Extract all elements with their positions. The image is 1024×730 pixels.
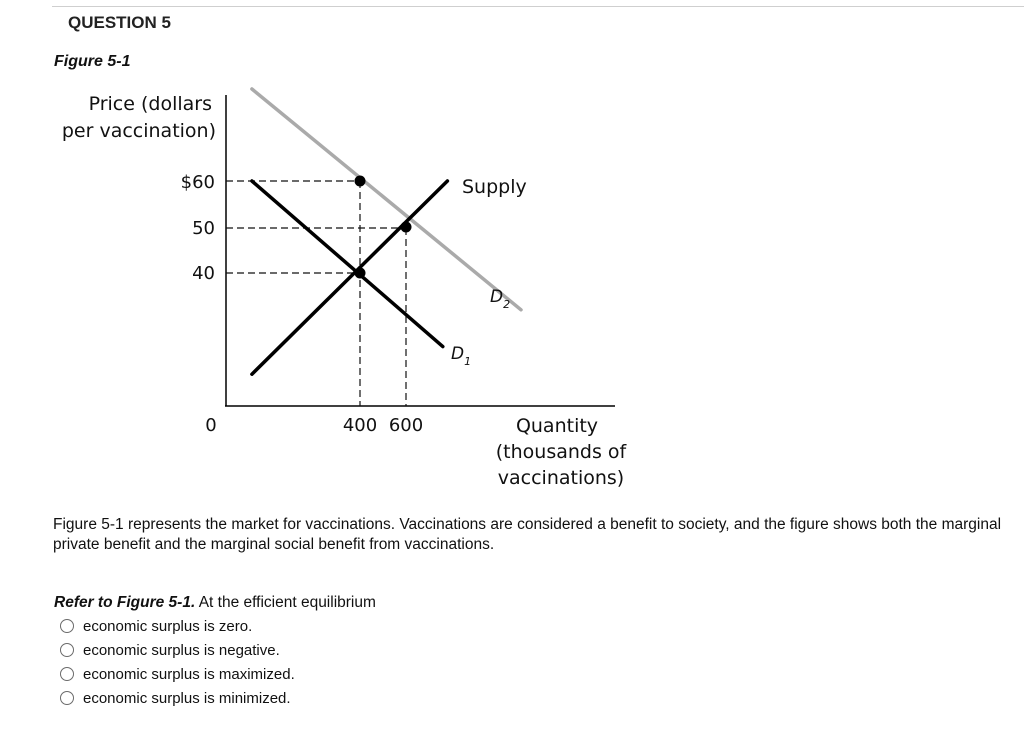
radio-button[interactable] [60, 619, 74, 633]
d2-curve [252, 89, 521, 310]
answer-option[interactable] [60, 638, 295, 662]
y-tick-60: $60 [180, 172, 215, 193]
top-divider [52, 6, 1024, 7]
equilibrium-point-400-40 [355, 268, 366, 279]
y-tick-40: 40 [192, 263, 215, 284]
x-tick-400: 400 [342, 415, 378, 436]
d2-label [490, 287, 510, 311]
d1-label-sub: 1 [464, 355, 472, 368]
x-axis-label-line1: Quantity [515, 415, 599, 437]
answer-option[interactable] [60, 662, 295, 686]
y-axis-label-line2: per vaccination) [61, 120, 216, 142]
question-title: QUESTION 5 [68, 13, 171, 32]
figure-label: Figure 5-1 [54, 53, 131, 70]
equilibrium-point-600-50 [401, 222, 412, 233]
answer-option-label[interactable]: economic surplus is zero. [83, 617, 253, 635]
supply-label: Supply [462, 176, 527, 198]
question-prompt [54, 594, 376, 612]
d2-label-main: D [490, 287, 504, 307]
radio-button[interactable] [60, 691, 74, 705]
answer-option-label[interactable]: economic surplus is maximized. [83, 665, 295, 683]
y-axis-label-line1: Price (dollars [88, 93, 212, 115]
market-graph [40, 80, 640, 500]
prompt-text: At the efficient equilibrium [195, 594, 376, 611]
radio-button[interactable] [60, 643, 74, 657]
answer-options [60, 614, 295, 710]
d1-curve [252, 181, 443, 347]
d1-label [451, 344, 471, 368]
answer-option-label[interactable]: economic surplus is negative. [83, 641, 280, 659]
answer-option[interactable] [60, 686, 295, 710]
answer-option[interactable] [60, 614, 295, 638]
origin-label: 0 [205, 415, 217, 436]
prompt-reference: Refer to Figure 5-1. [54, 594, 196, 611]
supply-curve [252, 181, 448, 374]
x-tick-600: 600 [388, 415, 424, 436]
d1-label-main: D [451, 344, 465, 364]
answer-option-label[interactable]: economic surplus is minimized. [83, 689, 291, 707]
d2-label-sub: 2 [503, 298, 511, 311]
x-axis-label-line2: (thousands of [495, 441, 627, 463]
x-axis-label-line3: vaccinations) [497, 467, 625, 489]
radio-button[interactable] [60, 667, 74, 681]
figure-description: Figure 5-1 represents the market for vaccinations. Vaccinations are considered a benefit to society, and the figure shows both the marginal private benefit and the marginal social benefit from vaccinations. [53, 516, 1002, 553]
y-tick-50: 50 [192, 218, 215, 239]
equilibrium-point-400-60 [355, 176, 366, 187]
